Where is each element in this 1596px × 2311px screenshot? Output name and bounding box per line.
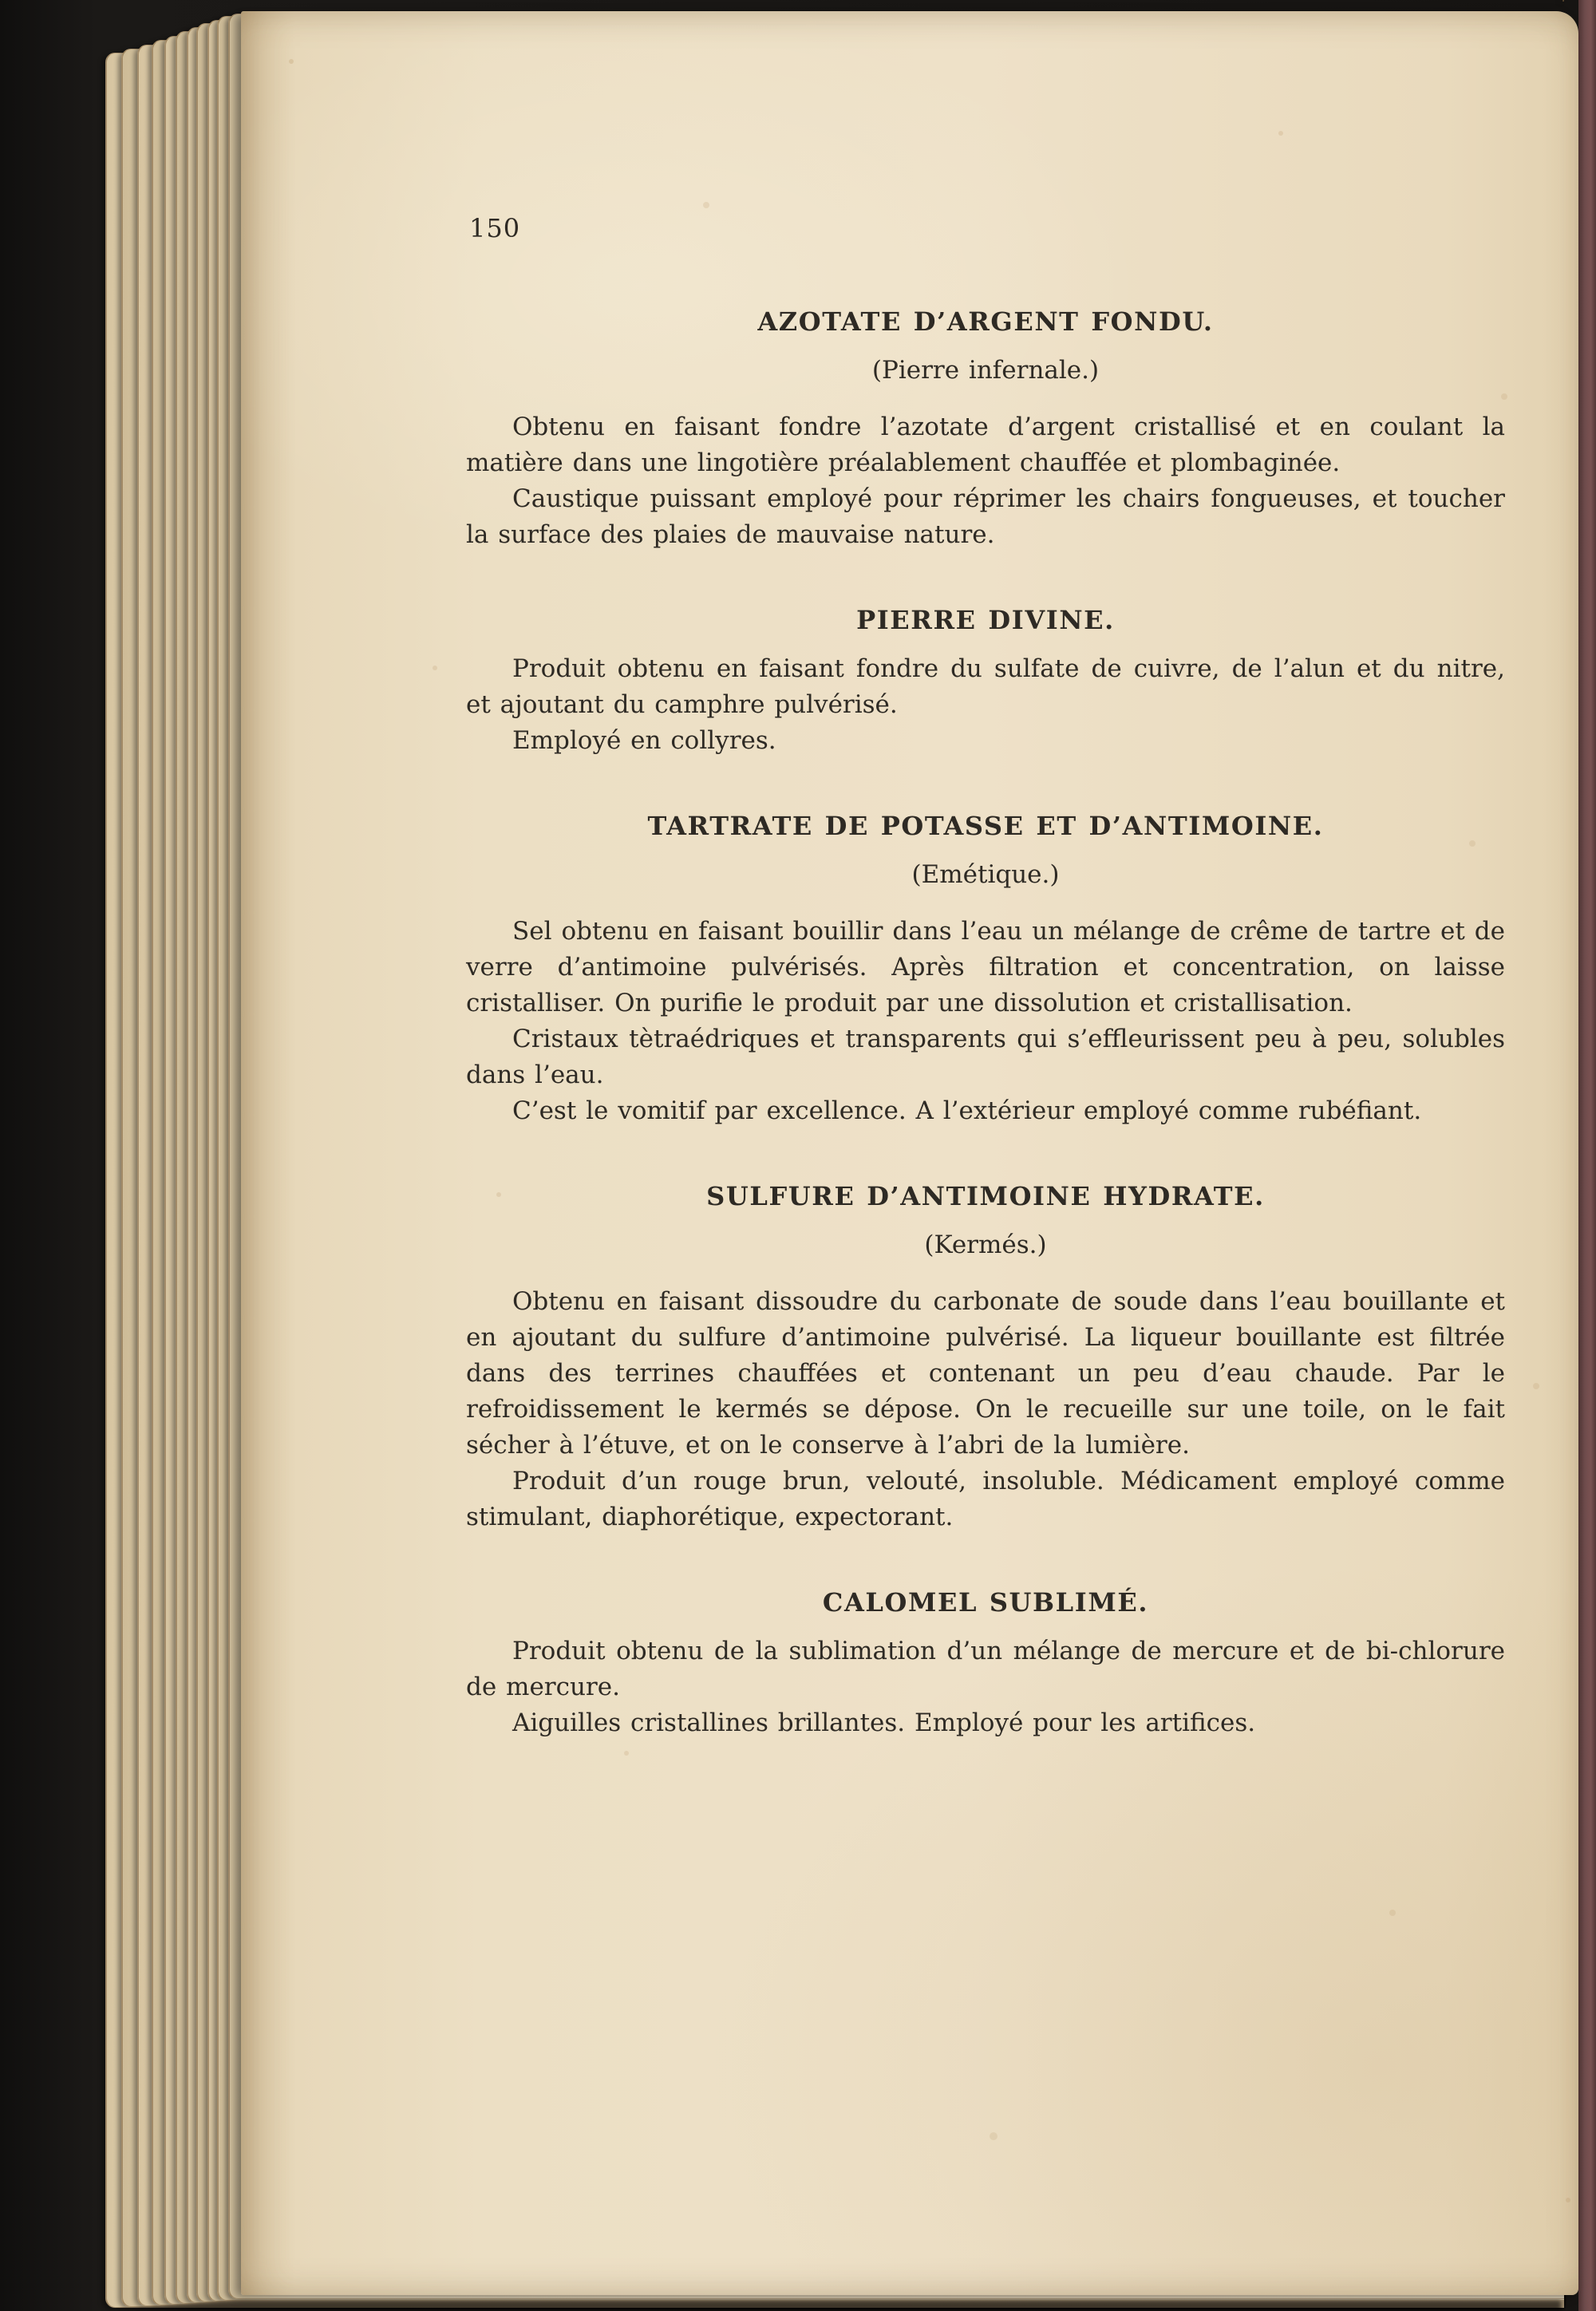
paragraph: Obtenu en faisant dissoudre du carbonate de soude dans l’eau bouillante et en ajoutant du sulfure d’antimoine pulvérisé. La liqueur bouillante est filtrée dans des terrines chauffées et contenant un peu d’eau chaude. Par le refroidissement le kermés se dépose. On le recueille sur une toile, on le fait sécher à l’étuve, et on le conserve à l’abri de la lumière. [466,1287,1505,1460]
paragraph: Employé en collyres. [512,726,776,755]
section-subtitle: (Emétique.) [911,860,1060,889]
paragraph: Cristaux tètraédriques et transparents qui s’effleurissent peu à peu, solubles dans l’eau. [466,1025,1505,1089]
page-text-block [466,11,1505,1741]
section-title: CALOMEL SUBLIMÉ. [822,1587,1149,1618]
paragraph: Produit d’un rouge brun, velouté, insoluble. Médicament employé comme stimulant, diaphorétique, expectorant. [466,1467,1505,1531]
section-title: PIERRE DIVINE. [856,605,1115,635]
book-page [241,11,1578,2295]
paragraph: Sel obtenu en faisant bouillir dans l’eau un mélange de crême de tartre et de verre d’antimoine pulvérisés. Après filtration et concentration, on laisse cristalliser. On purifie le produit par une dissolution et cristallisation. [466,917,1505,1017]
paragraph: Produit obtenu en faisant fondre du sulfate de cuivre, de l’alun et du nitre, et ajoutant du camphre pulvérisé. [466,654,1505,719]
age-spots [289,59,294,64]
section-title: TARTRATE DE POTASSE ET D’ANTIMOINE. [647,811,1324,841]
section-subtitle: (Kermés.) [924,1231,1047,1259]
paragraph: Obtenu en faisant fondre l’azotate d’argent cristallisé et en coulant la matière dans une lingotière préalablement chauffée et plombaginée. [466,413,1505,477]
section-azotate-argent-fondu [466,304,1505,553]
book-cover-edge [1578,0,1596,2311]
paragraph: C’est le vomitif par excellence. A l’extérieur employé comme rubéfiant. [512,1096,1422,1125]
section-tartrate-potasse-antimoine [466,808,1505,1129]
paragraph: Produit obtenu de la sublimation d’un mélange de mercure et de bi-chlorure de mercure. [466,1637,1505,1701]
section-calomel-sublime [466,1585,1505,1741]
page-number: 150 [469,213,521,243]
paragraph: Aiguilles cristallines brillantes. Employé pour les artifices. [512,1709,1256,1737]
section-title: SULFURE D’ANTIMOINE HYDRATE. [706,1181,1265,1211]
section-pierre-divine [466,602,1505,759]
paragraph: Caustique puissant employé pour réprimer les chairs fongueuses, et toucher la surface des plaies de mauvaise nature. [466,484,1505,549]
page-edge-layer [1562,0,1564,2]
section-title: AZOTATE D’ARGENT FONDU. [757,306,1214,337]
section-subtitle: (Pierre infernale.) [871,356,1100,385]
section-sulfure-antimoine-hydrate [466,1179,1505,1535]
